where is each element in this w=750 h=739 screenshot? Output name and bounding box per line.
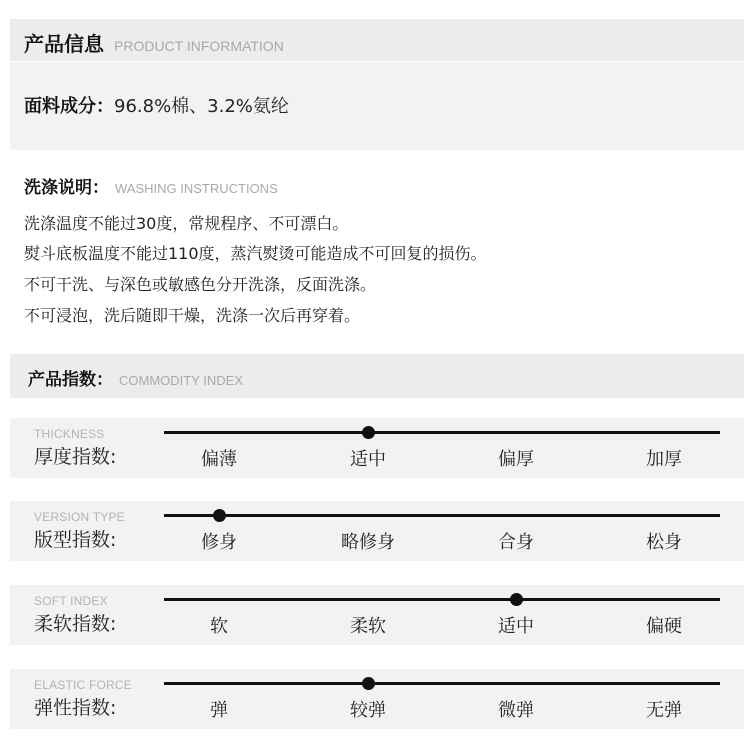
index-option: 松身 <box>646 532 682 553</box>
index-option: 柔软 <box>350 616 386 637</box>
index-option: 合身 <box>498 532 534 553</box>
index-selected-dot <box>510 593 523 606</box>
index-option: 偏硬 <box>646 616 682 637</box>
index-option: 弹 <box>210 700 228 721</box>
index-zh-label: 弹性指数: <box>34 697 117 719</box>
product-info-subtitle: PRODUCT INFORMATION <box>114 38 284 54</box>
index-selected-dot <box>362 677 375 690</box>
fabric-row <box>24 92 289 118</box>
version-type-index <box>10 501 744 561</box>
index-scale-line <box>164 682 720 685</box>
commodity-index-title: 产品指数： <box>28 370 113 390</box>
index-option: 修身 <box>201 532 237 553</box>
index-option: 较弹 <box>350 700 386 721</box>
commodity-index-header <box>10 354 744 398</box>
product-info-title: 产品信息 <box>24 32 104 56</box>
elastic-force-index <box>10 669 744 729</box>
commodity-index-subtitle: COMMODITY INDEX <box>119 373 243 388</box>
commodity-index-title-row <box>28 365 243 390</box>
index-option: 微弹 <box>498 700 534 721</box>
index-zh-label: 柔软指数: <box>34 613 117 635</box>
product-info-header <box>10 19 744 61</box>
index-option: 偏薄 <box>201 449 237 470</box>
index-scale-line <box>164 598 720 601</box>
index-en-label: VERSION TYPE <box>34 510 125 524</box>
index-scale-line <box>164 431 720 434</box>
index-option: 加厚 <box>646 449 682 470</box>
washing-title-row <box>24 173 278 198</box>
index-scale-line <box>164 514 720 517</box>
washing-line: 熨斗底板温度不能过110度，蒸汽熨烫可能造成不可回复的损伤。 <box>24 244 487 263</box>
product-info-title-row <box>24 28 284 57</box>
index-option: 略修身 <box>341 532 395 553</box>
index-selected-dot <box>213 509 226 522</box>
washing-line: 不可浸泡，洗后随即干燥，洗涤一次后再穿着。 <box>24 306 361 325</box>
index-en-label: SOFT INDEX <box>34 594 108 608</box>
washing-line: 不可干洗、与深色或敏感色分开洗涤，反面洗涤。 <box>24 275 377 294</box>
index-option: 适中 <box>498 616 534 637</box>
index-en-label: ELASTIC FORCE <box>34 678 132 692</box>
washing-label: 洗涤说明： <box>24 178 109 198</box>
index-zh-label: 版型指数: <box>34 529 117 551</box>
washing-subtitle: WASHING INSTRUCTIONS <box>115 181 278 196</box>
fabric-label: 面料成分： <box>24 96 114 117</box>
index-zh-label: 厚度指数: <box>34 446 117 468</box>
fabric-value: 96.8%棉、3.2%氨纶 <box>114 96 289 117</box>
index-option: 适中 <box>350 449 386 470</box>
fabric-section <box>10 62 744 150</box>
index-option: 软 <box>210 616 228 637</box>
thickness-index <box>10 418 744 478</box>
index-option: 偏厚 <box>498 449 534 470</box>
index-selected-dot <box>362 426 375 439</box>
index-option: 无弹 <box>646 700 682 721</box>
washing-line: 洗涤温度不能过30度，常规程序、不可漂白。 <box>24 214 349 233</box>
index-en-label: THICKNESS <box>34 427 105 441</box>
soft-index <box>10 585 744 645</box>
